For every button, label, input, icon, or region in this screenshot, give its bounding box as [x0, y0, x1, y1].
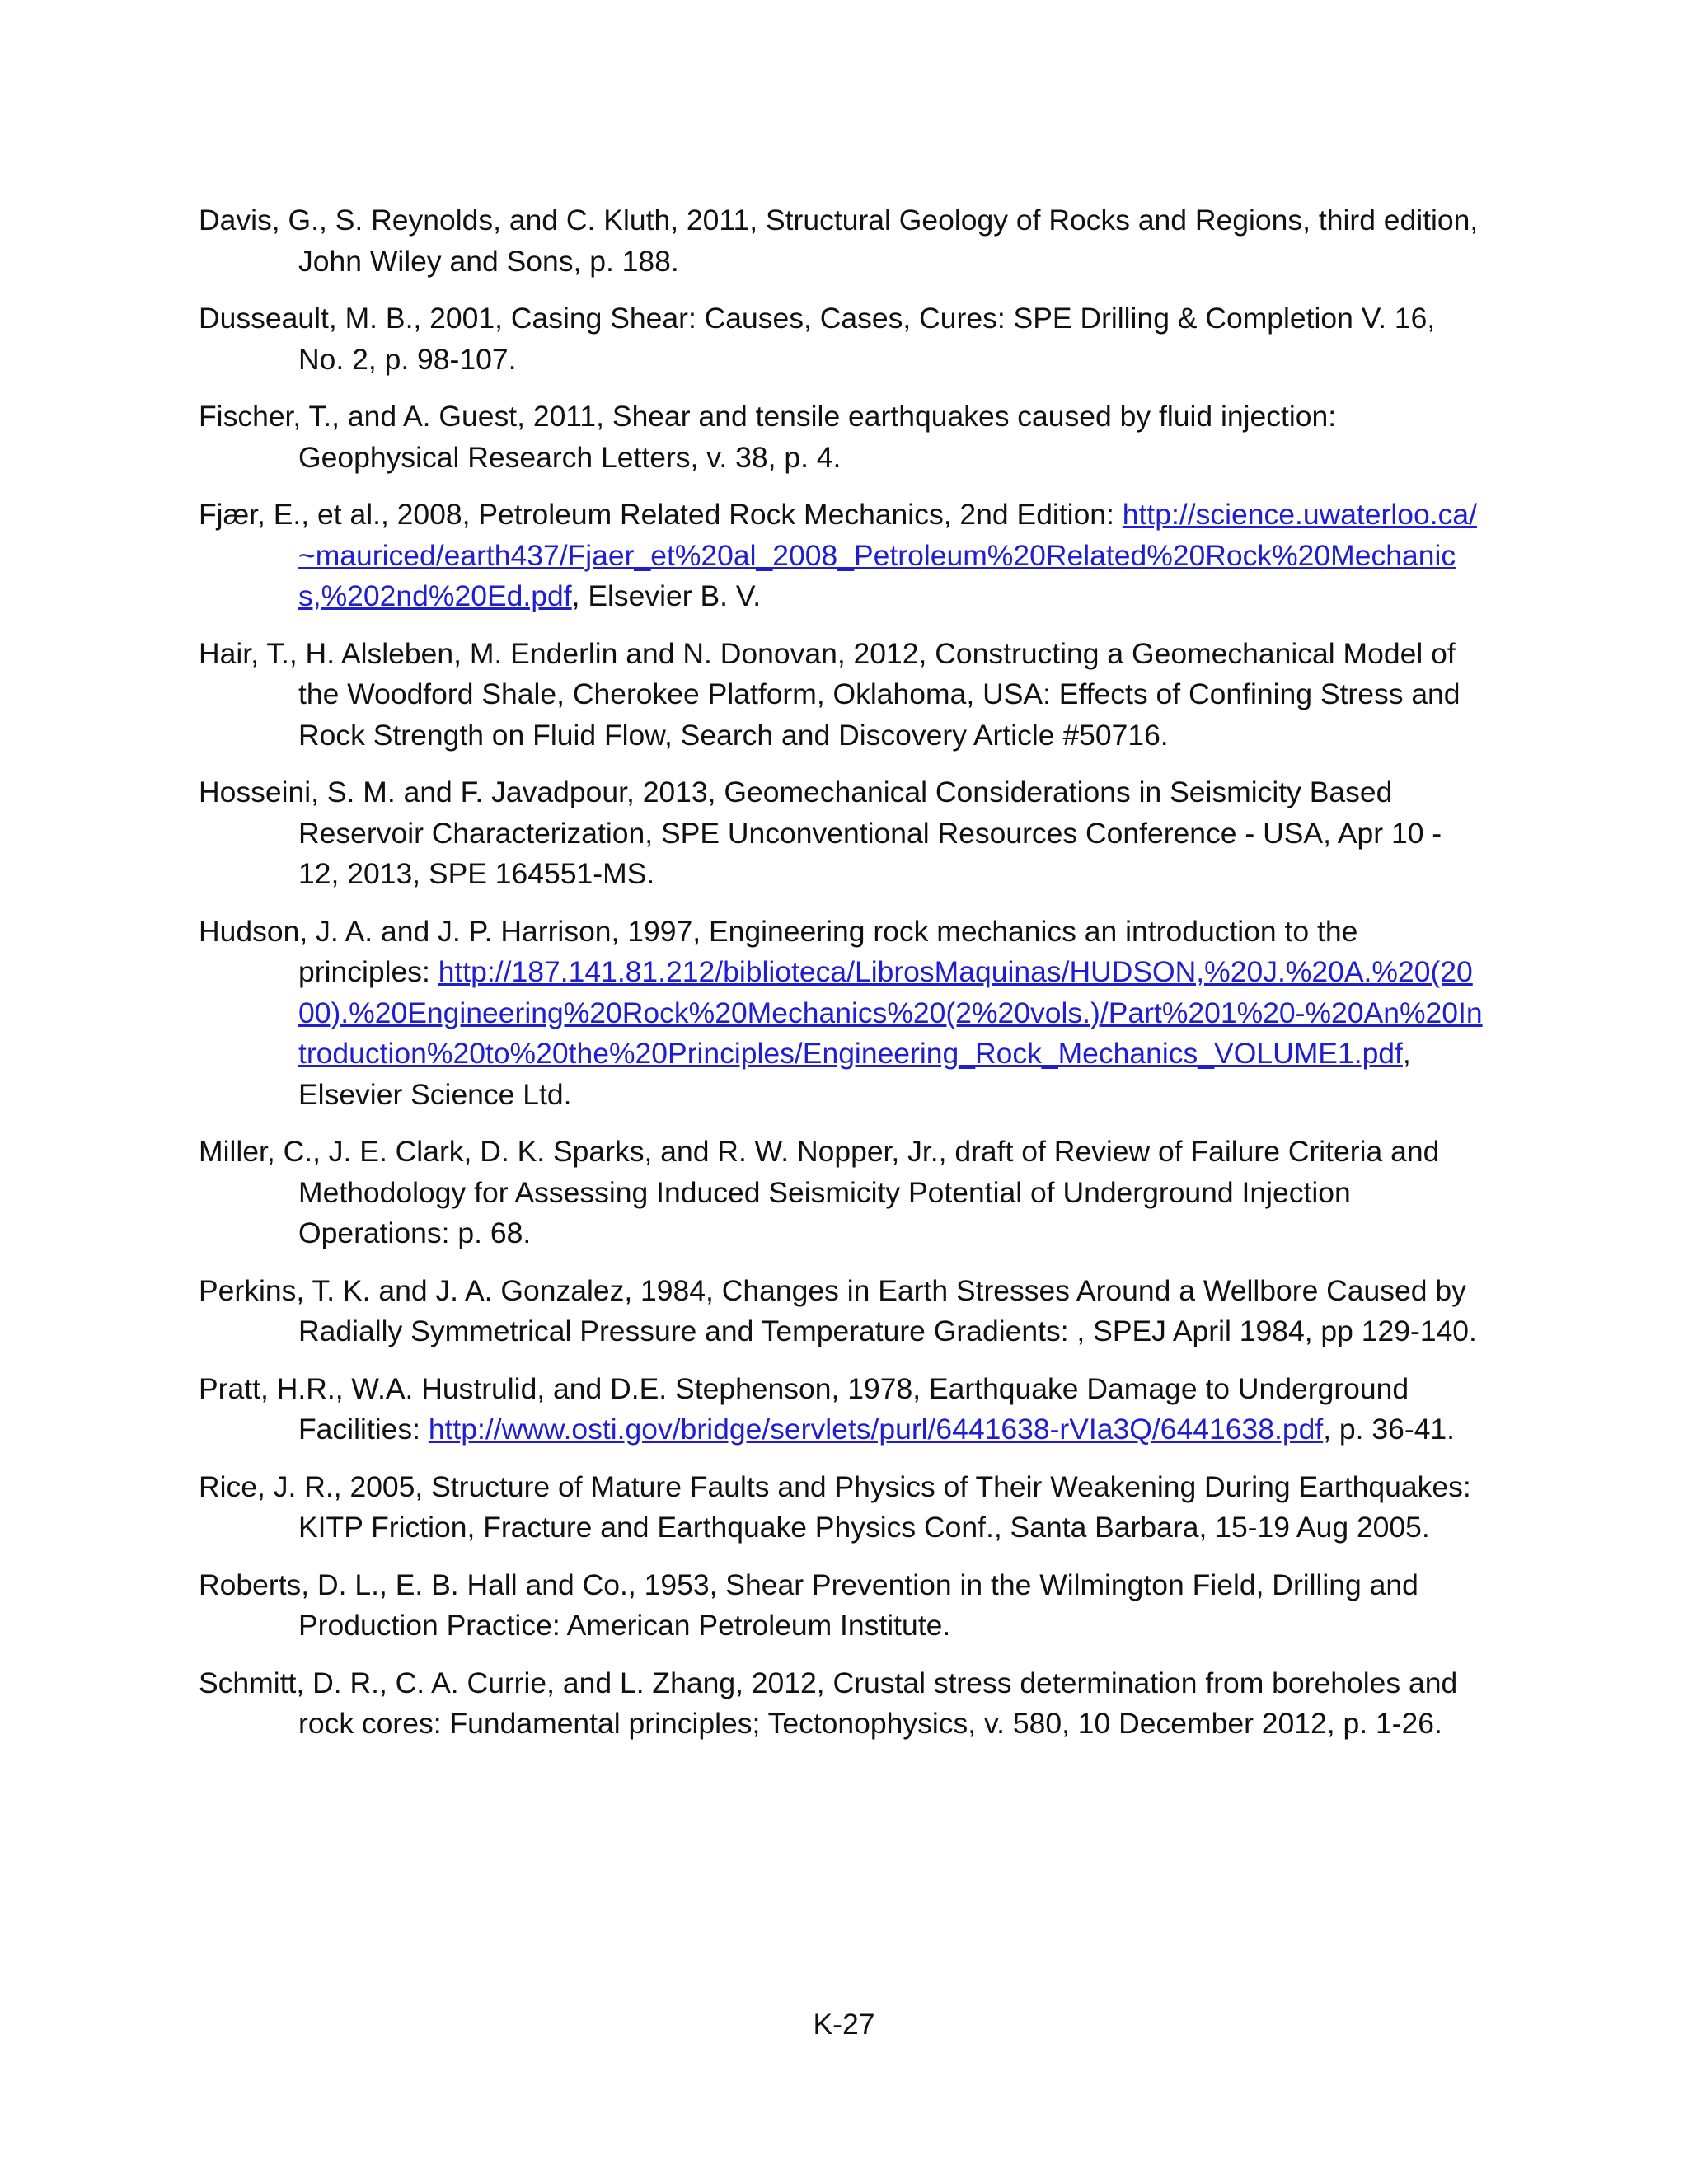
reference-text: Perkins, T. K. and J. A. Gonzalez, 1984, Changes in Earth Stresses Around a Wellbore Caused by Radially Symmetrical Pressure and Temperature Gradients: , SPEJ April 1984, pp 129-140. — [199, 1273, 1477, 1347]
reference-pratt-1978 — [199, 1369, 1489, 1451]
reference-text: Hosseini, S. M. and F. Javadpour, 2013, Geomechanical Considerations in Seismicity Based Reservoir Characterization, SPE Unconventional Resources Conference - USA, Apr 10 - 12, 2013, SPE 164551-MS. — [199, 776, 1442, 890]
reference-link[interactable]: http://187.141.81.212/biblioteca/LibrosMaquinas/HUDSON,%20J.%20A.%20(2000).%20Engineering%20Rock%20Mechanics%20(2%20vols.)/Part%201%20-%20An%20Introduction%20to%20the%20Principles/Engineering_Rock_Mechanics_VOLUME1.pdf — [298, 955, 1483, 1070]
reference-roberts-1953 — [199, 1565, 1489, 1647]
reference-text: Roberts, D. L., E. B. Hall and Co., 1953, Shear Prevention in the Wilmington Field, Drilling and Production Practice: American Petroleum Institute. — [199, 1568, 1418, 1642]
reference-text: Davis, G., S. Reynolds, and C. Kluth, 2011, Structural Geology of Rocks and Regions, third edition, John Wiley and Sons, p. 188. — [199, 204, 1479, 278]
reference-text: Pratt, H.R., W.A. Hustrulid, and D.E. Stephenson, 1978, Earthquake Damage to Underground Facilities: — [199, 1371, 1409, 1446]
reference-schmitt-2012 — [199, 1663, 1489, 1745]
reference-text: Fischer, T., and A. Guest, 2011, Shear and tensile earthquakes caused by fluid injection: Geophysical Research Letters, v. 38, p. 4. — [199, 400, 1337, 474]
page-number: K-27 — [813, 2008, 875, 2041]
reference-text: Schmitt, D. R., C. A. Currie, and L. Zhang, 2012, Crustal stress determination from boreholes and rock cores: Fundamental principles; Tectonophysics, v. 580, 10 December 2012, p. 1-26. — [199, 1666, 1458, 1740]
reference-text-tail: , p. 36-41. — [1323, 1413, 1456, 1446]
reference-miller — [199, 1132, 1489, 1254]
reference-text: Miller, C., J. E. Clark, D. K. Sparks, and R. W. Nopper, Jr., draft of Review of Failure Criteria and Methodology for Assessing Induced Seismicity Potential of Underground Injection Operations: p. 68. — [199, 1135, 1440, 1249]
reference-davis-2011 — [199, 200, 1489, 282]
reference-hair-2012 — [199, 634, 1489, 757]
reference-list — [199, 200, 1489, 1761]
reference-rice-2005 — [199, 1467, 1489, 1549]
reference-hudson-1997 — [199, 912, 1489, 1116]
reference-dusseault-2001 — [199, 298, 1489, 380]
page-footer — [0, 2004, 1688, 2045]
reference-link[interactable]: http://science.uwaterloo.ca/~mauriced/earth437/Fjaer_et%20al_2008_Petroleum%20Related%20Rock%20Mechanics,%202nd%20Ed.pdf — [298, 498, 1477, 612]
reference-text-tail: , Elsevier B. V. — [571, 579, 762, 612]
reference-text: Hair, T., H. Alsleben, M. Enderlin and N. Donovan, 2012, Constructing a Geomechanical Model of the Woodford Shale, Cherokee Platform, Oklahoma, USA: Effects of Confining Stress and Rock Strength on Fluid Flow, Search and Discovery Article #50716. — [199, 636, 1461, 752]
reference-fjaer-2008 — [199, 494, 1489, 617]
reference-link[interactable]: http://www.osti.gov/bridge/servlets/purl/6441638-rVIa3Q/6441638.pdf — [428, 1413, 1324, 1446]
reference-hosseini-2013 — [199, 772, 1489, 895]
reference-text: Fjær, E., et al., 2008, Petroleum Related Rock Mechanics, 2nd Edition: — [199, 498, 1123, 531]
reference-text: Rice, J. R., 2005, Structure of Mature Faults and Physics of Their Weakening During Earthquakes: KITP Friction, Fracture and Earthquake Physics Conf., Santa Barbara, 15-19 Aug 2005. — [199, 1469, 1471, 1544]
reference-fischer-2011 — [199, 396, 1489, 478]
reference-text-tail: , Elsevier Science Ltd. — [298, 1037, 1411, 1111]
reference-text: Hudson, J. A. and J. P. Harrison, 1997, Engineering rock mechanics an introduction to the principles: — [199, 914, 1358, 988]
reference-text: Dusseault, M. B., 2001, Casing Shear: Causes, Cases, Cures: SPE Drilling & Completion V. 16, No. 2, p. 98-107. — [199, 302, 1436, 376]
reference-perkins-1984 — [199, 1271, 1489, 1352]
